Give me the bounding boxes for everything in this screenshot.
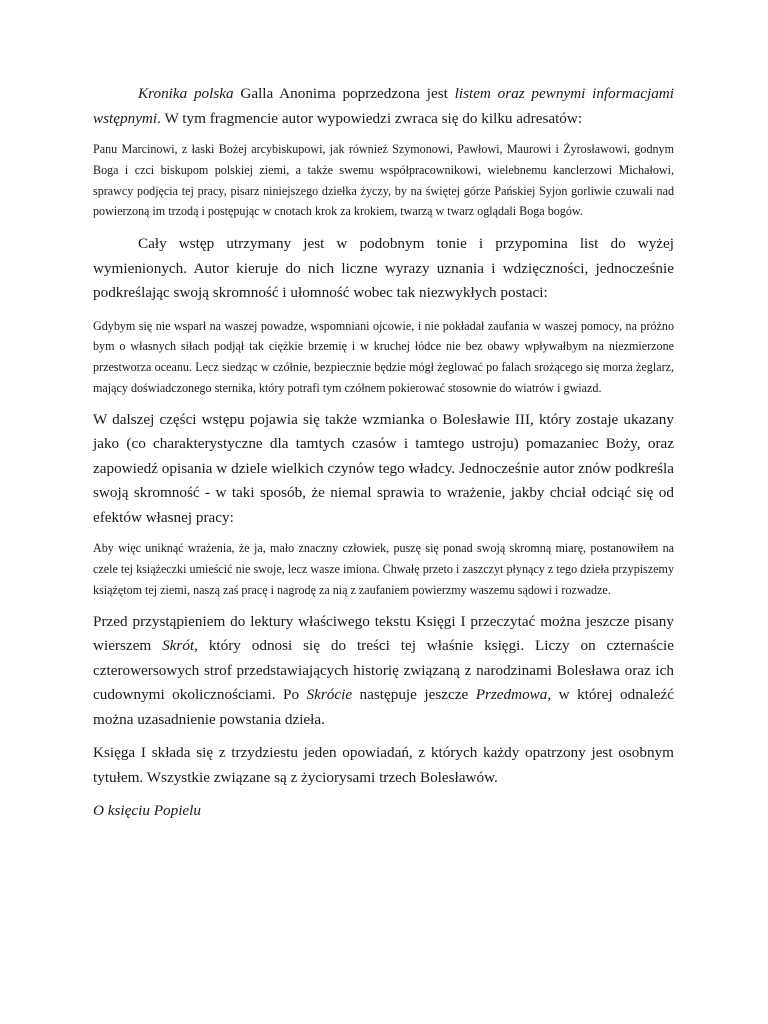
section-heading-text: O księciu Popielu — [93, 802, 201, 820]
skrocie-title: Skrócie — [306, 686, 353, 704]
paragraph-skrot — [93, 610, 674, 733]
title-kronika-polska: Kronika polska — [138, 85, 234, 102]
paragraph-boleslaw-mention: W dalszej części wstępu pojawia się także wzmianka o Bolesławie III, który zostaje ukazany jako (co charakterystyczne dla tamtych czasów i tamtego ustroju) pomazaniec Boży, oraz zapowiedź opisania w dziele wielkich czynów tego władcy. Jednocześnie autor znów podkreśla swoją skromność - w taki sposób, że niemal sprawia to wrażenie, jakby chciał odciąć się od efektów własnej pracy: — [93, 410, 674, 526]
intro-emphasis: listem oraz pewnymi informacjami wstępnymi — [93, 85, 674, 127]
intro-text-1: Galla Anonima poprzedzona jest — [233, 85, 455, 102]
section-heading — [93, 799, 674, 824]
skrot-text-1: Przed przystąpieniem do lektury właściwego tekstu Księgi I przeczytać można jeszcze pisany wierszem — [93, 612, 674, 655]
document-page — [93, 82, 674, 824]
skrot-text-3: następuje jeszcze — [352, 686, 476, 704]
przedmowa-title: Przedmowa — [475, 686, 548, 704]
quote-names: Aby więc uniknąć wrażenia, że ja, mało znaczny człowiek, puszę się ponad swoją skromną miarę, postanowiłem na czele tej książeczki umieścić nie swoje, lecz wasze imiona. Chwałę przeto i zaszczyt płynący z tego dzieła przypiszemy książętom tej ziemi, naszą zaś pracę i nagrodę za nią z zaufaniem powierzmy waszemu sądowi i rozwadze. — [93, 541, 674, 597]
paragraph-introduction-tone: Cały wstęp utrzymany jest w podobnym tonie i przypomina list do wyżej wymienionych. Autor kieruje do nich liczne wyrazy uznania i wdzięczności, jednocześnie podkreślając swoją skromność i ułomność wobec tak niezwykłych postaci: — [93, 235, 674, 302]
skrot-title: Skrót — [162, 637, 195, 655]
intro-text-2: . W tym fragmencie autor wypowiedzi zwraca się do kilku adresatów: — [157, 109, 583, 127]
skrot-text-4: , w której odnaleźć można uzasadnienie powstania dzieła. — [93, 686, 674, 728]
intro-paragraph — [93, 82, 674, 131]
paragraph-book-structure: Księga I składa się z trzydziestu jeden opowiadań, z których każdy opatrzony jest osobnym tytułem. Wszystkie związane są z życiorysami trzech Bolesławów. — [93, 744, 674, 786]
skrot-text-2: , który odnosi się do treści tej właśnie księgi. Liczy on czternaście czterowersowych strof przedstawiających historię związaną z narodzinami Bolesława oraz ich cudownymi okolicznościami. Po — [93, 637, 674, 704]
quote-dedication: Panu Marcinowi, z łaski Bożej arcybiskupowi, jak również Szymonowi, Pawłowi, Maurowi i Żyrosławowi, godnym Boga i czci biskupom polskiej ziemi, a także swemu współpracownikowi, wielebnemu kanclerzowi Michałowi, sprawcy podjęcia tej pracy, pisarz niniejszego dziełka życzy, by na świętej górze Pańskiej Syjon gorliwie czuwali nad powierzoną im trzodą i postępując w cnotach krok za krokiem, twarzą w twarz oglądali Boga bogów. — [93, 142, 674, 219]
quote-modesty: Gdybym się nie wsparł na waszej powadze, wspomniani ojcowie, i nie pokładał zaufania w waszej pomocy, na próżno bym o własnych siłach podjął tak ciężkie brzemię i w kruchej łódce nie bez obawy wpływałbym na niezmierzone przestworza oceanu. Lecz siedząc w czółnie, bezpiecznie będzie mógł żeglować po falach srożącego się morza żeglarz, mający doświadczonego sternika, który potrafi tym czółnem pokierować stosownie do wiatrów i gwiazd. — [93, 318, 674, 396]
